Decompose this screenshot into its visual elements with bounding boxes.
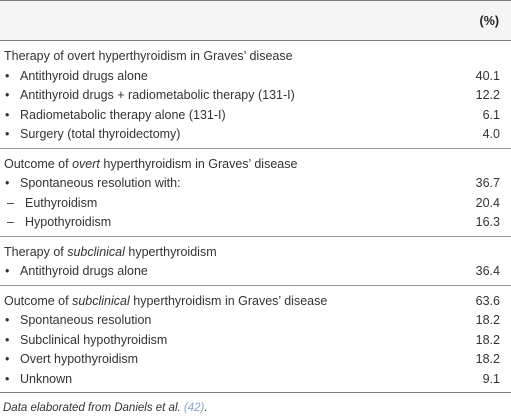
table-row: • Antithyroid drugs alone 36.4 [0,262,511,282]
table-row: • Surgery (total thyroidectomy) 4.0 [0,125,511,145]
table-row: • Unknown 9.1 [0,370,511,390]
table-row: – Hypothyroidism 16.3 [0,213,511,233]
section-title: Outcome of subclinical hyperthyroidism in Graves’ disease 63.6 [4,293,500,308]
table-row: • Spontaneous resolution with: 36.7 [0,174,511,194]
table-row: – Euthyroidism 20.4 [0,194,511,214]
dash-icon: – [7,195,14,210]
bullet-icon: • [5,332,10,347]
bullet-icon: • [5,176,10,190]
reference-link[interactable]: (42) [183,402,205,414]
dash-icon: – [7,215,14,229]
section-title: Outcome of overt hyperthyroidism in Graves’ disease [4,156,298,171]
table-row: • Radiometabolic therapy alone (131-I) 6.1 [0,106,511,126]
bullet-icon: • [5,88,10,102]
table-row: • Overt hypothyroidism 18.2 [0,350,511,370]
bullet-icon: • [5,371,10,386]
section-therapy-subclinical [0,237,511,286]
bullet-icon: • [5,352,10,366]
table-footnote: Data elaborated from Daniels et al. (42). [3,402,208,414]
percent-column-header: (%) [479,14,499,28]
table-row: • Spontaneous resolution 18.2 [0,311,511,331]
section-title: Therapy of subclinical hyperthyroidism [4,244,217,259]
table-row: • Subclinical hypothyroidism 18.2 [0,331,511,351]
table-row: • Antithyroid drugs alone 40.1 [0,67,511,87]
section-outcome-subclinical [0,286,511,394]
section-therapy-overt [0,41,511,149]
table-header [0,0,511,41]
bullet-icon: • [5,107,10,122]
bullet-icon: • [5,313,10,327]
section-outcome-overt [0,149,511,237]
bullet-icon: • [5,68,10,83]
bullet-icon: • [5,264,10,278]
bullet-icon: • [5,127,10,141]
section-title: Therapy of overt hyperthyroidism in Graves’ disease [4,49,293,63]
table-row: • Antithyroid drugs + radiometabolic therapy (131-I) 12.2 [0,86,511,106]
